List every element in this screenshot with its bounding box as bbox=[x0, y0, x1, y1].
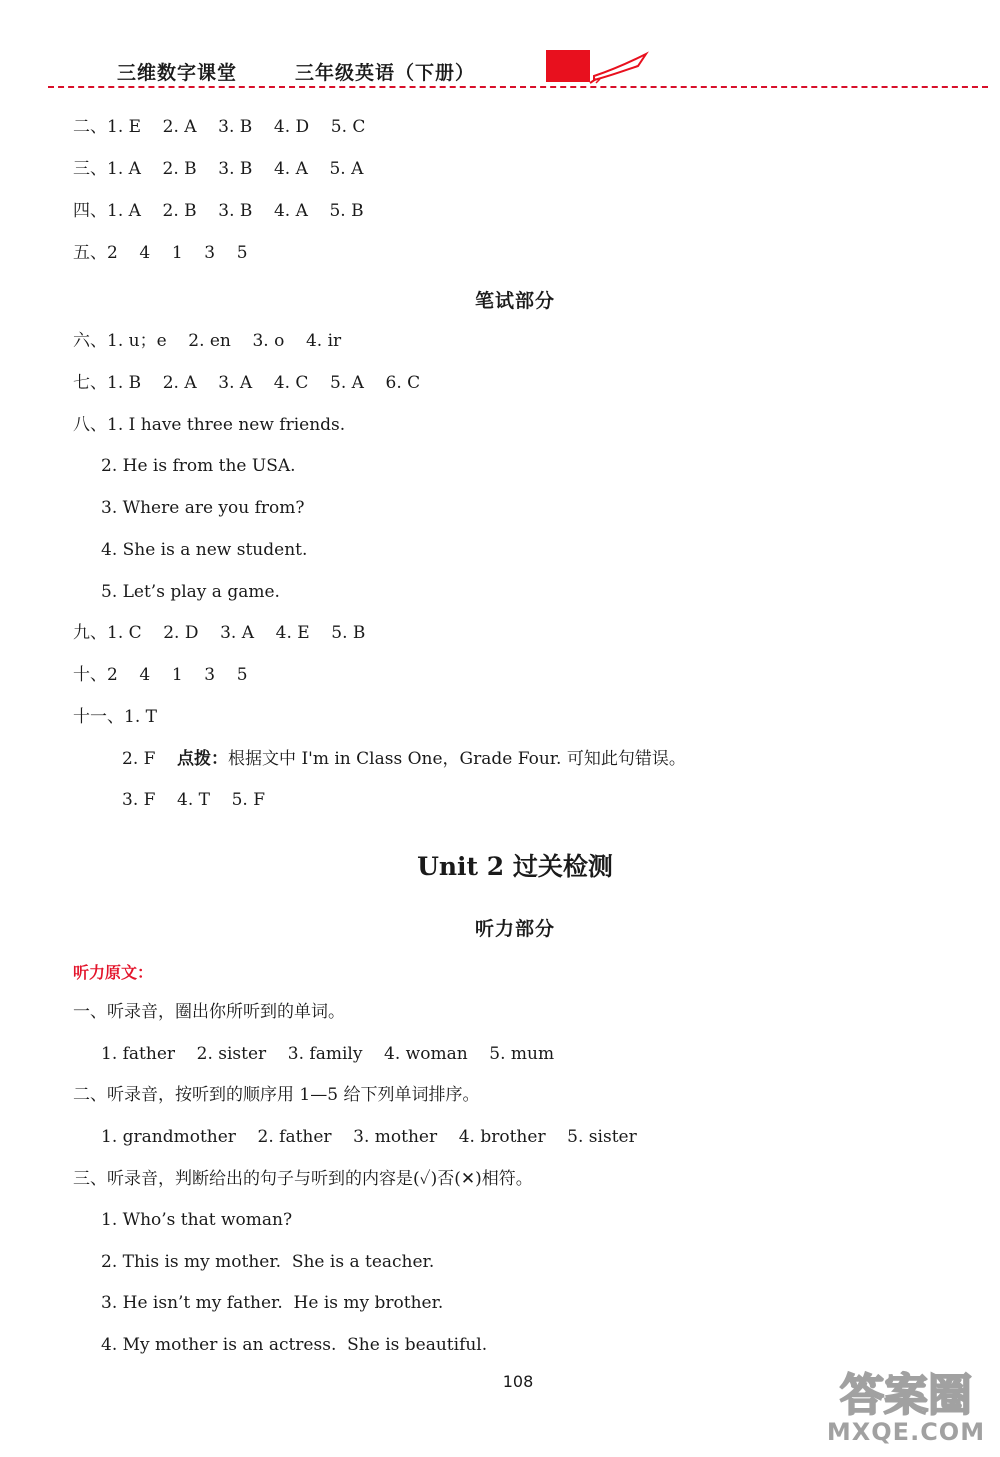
answer-line: 七、1. B 2. A 3. A 4. C 5. A 6. C bbox=[73, 373, 421, 393]
answer-line: 八、1. I have three new friends. bbox=[73, 415, 346, 435]
listening-script-label: 听力原文： bbox=[73, 963, 154, 982]
svg-text:答案圈: 答案圈 bbox=[840, 1370, 972, 1421]
answer-line: 三、1. A 2. B 3. B 4. A 5. A bbox=[73, 159, 364, 179]
answer-line: 九、1. C 2. D 3. A 4. E 5. B bbox=[73, 623, 366, 643]
answer-line: 四、1. A 2. B 3. B 4. A 5. B bbox=[73, 201, 364, 221]
rocket-icon bbox=[586, 50, 650, 84]
section-title-written: 笔试部分 bbox=[474, 290, 555, 312]
instruction-line: 二、听录音，按听到的顺序用 1—5 给下列单词排序。 bbox=[73, 1085, 480, 1105]
answer-line: 六、1. u；e 2. en 3. o 4. ir bbox=[73, 331, 342, 351]
tip-label: 点拨： bbox=[177, 749, 229, 769]
tip-text: 根据文中 I'm in Class One，Grade Four. 可知此句错误。 bbox=[228, 749, 686, 769]
answer-line: 3. F 4. T 5. F bbox=[122, 790, 266, 810]
answer-line: 5. Let’s play a game. bbox=[101, 582, 280, 602]
answer-line: 十、2 4 1 3 5 bbox=[73, 665, 248, 685]
page-number: 108 bbox=[502, 1372, 534, 1391]
instruction-line: 三、听录音，判断给出的句子与听到的内容是(✓)否(✕)相符。 bbox=[73, 1169, 533, 1189]
listening-line: 1. grandmother 2. father 3. mother 4. brother 5. sister bbox=[101, 1127, 637, 1147]
header-divider bbox=[48, 86, 988, 88]
answer-line: 五、2 4 1 3 5 bbox=[73, 243, 248, 263]
book-title: 三年级英语（下册） bbox=[295, 62, 476, 84]
watermark-url: MXQE.COM bbox=[826, 1418, 986, 1446]
unit-title: Unit 2 过关检测 bbox=[417, 852, 613, 881]
answer-number: 2. F bbox=[122, 749, 178, 769]
section-title-listening: 听力部分 bbox=[474, 918, 555, 940]
page-header bbox=[0, 0, 1000, 100]
answer-line: 4. She is a new student. bbox=[101, 540, 308, 560]
watermark bbox=[818, 1362, 994, 1452]
book-series: 三维数字课堂 bbox=[117, 62, 238, 84]
answer-line bbox=[122, 749, 686, 769]
red-tab bbox=[546, 50, 590, 82]
answer-line: 二、1. E 2. A 3. B 4. D 5. C bbox=[73, 117, 366, 137]
instruction-line: 一、听录音，圈出你所听到的单词。 bbox=[73, 1002, 345, 1022]
watermark-logo-icon bbox=[818, 1362, 994, 1422]
listening-line: 1. Who’s that woman? bbox=[101, 1210, 293, 1230]
listening-line: 3. He isn’t my father. He is my brother. bbox=[101, 1293, 444, 1313]
listening-line: 2. This is my mother. She is a teacher. bbox=[101, 1252, 435, 1272]
answer-line: 十一、1. T bbox=[73, 707, 157, 727]
listening-line: 4. My mother is an actress. She is beautiful. bbox=[101, 1335, 488, 1355]
answer-line: 2. He is from the USA. bbox=[101, 456, 296, 476]
listening-line: 1. father 2. sister 3. family 4. woman 5. mum bbox=[101, 1044, 555, 1064]
answer-line: 3. Where are you from? bbox=[101, 498, 305, 518]
